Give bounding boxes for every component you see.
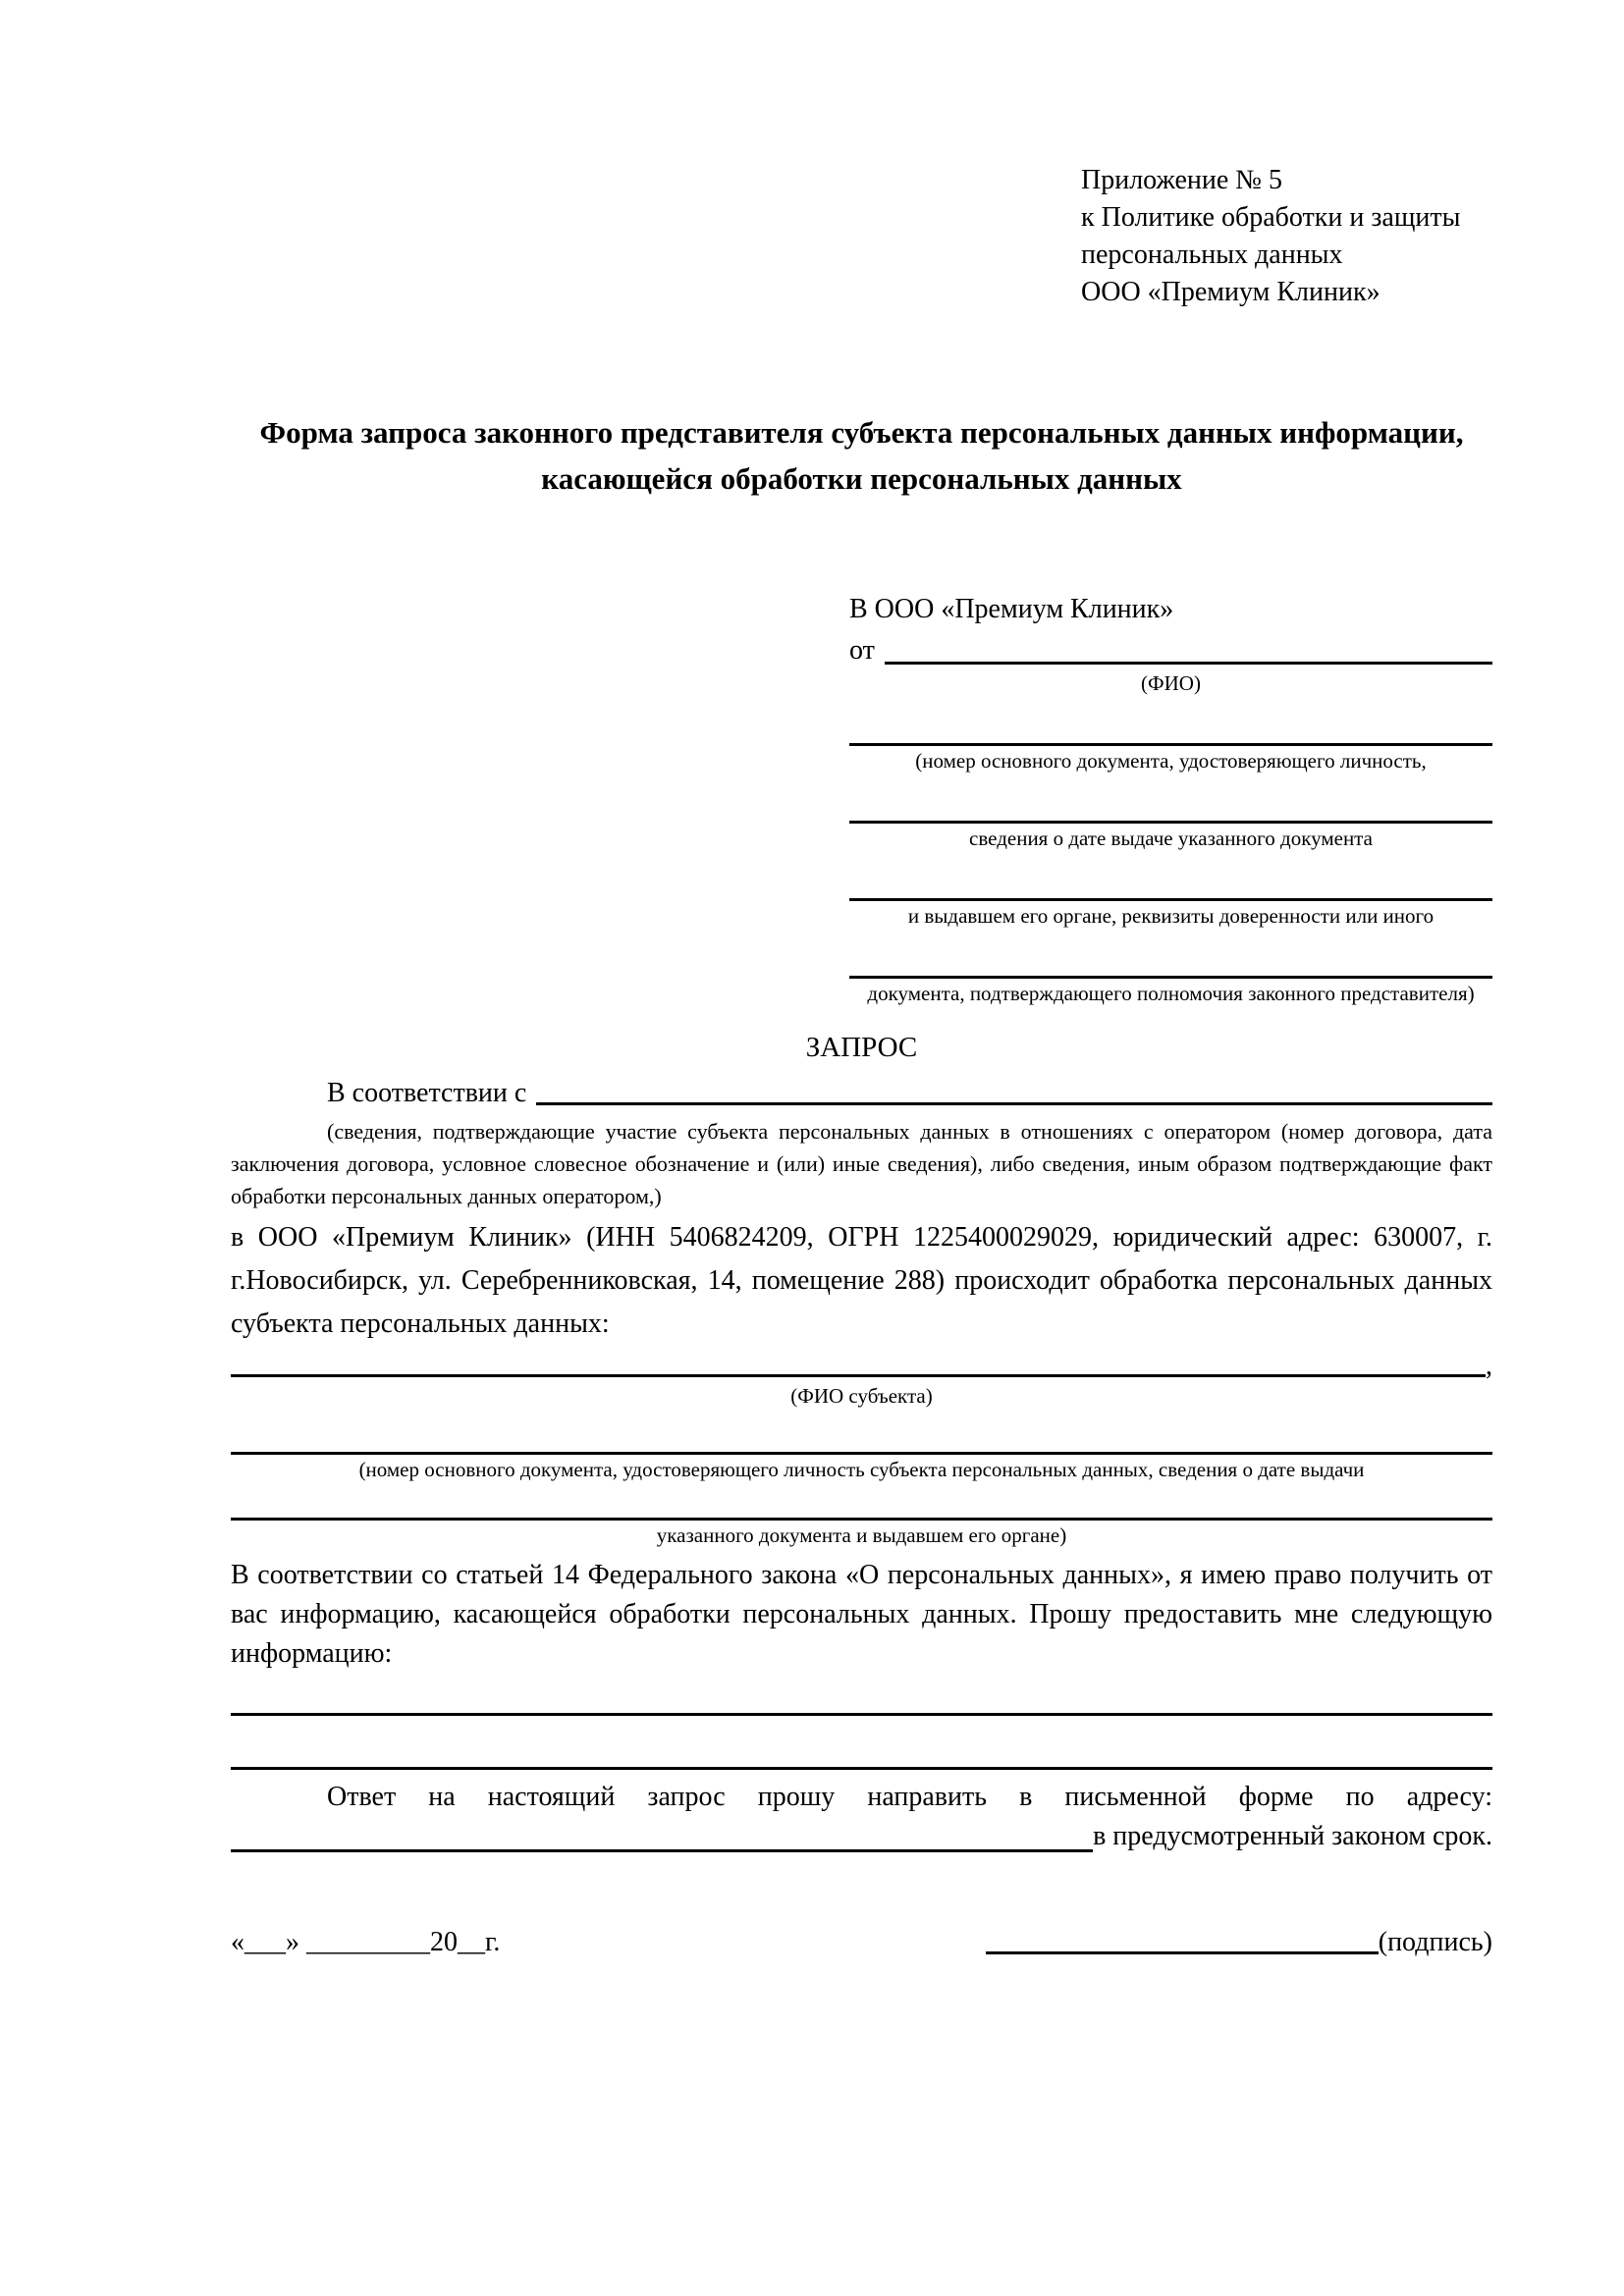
appendix-line: Приложение № 5 (1081, 165, 1282, 195)
information-fill-line-2 (231, 1767, 1492, 1770)
reply-address-row (231, 1817, 1492, 1856)
appendix-line: ООО «Премиум Клиник» (1081, 277, 1380, 307)
document-title: Форма запроса законного представителя субъекта персональных данных информации, касающейся обработки персональных данных (259, 415, 1464, 496)
subject-document-caption: (номер основного документа, удостоверяющего личность субъекта персональных данных, сведения о дате выдачи (358, 1458, 1365, 1481)
subject-fio-caption: (ФИО субъекта) (790, 1384, 933, 1408)
document-number-fill-line (849, 743, 1492, 746)
basis-fill-line (536, 1102, 1492, 1105)
authority-document-fill-line (849, 976, 1492, 979)
issuing-authority-fill-line (849, 898, 1492, 901)
reply-paragraph: Ответ на настоящий запрос прошу направить в письменной форме по адресу: (327, 1782, 1492, 1812)
issue-date-fill-line (849, 821, 1492, 824)
addressee-organization: В ООО «Премиум Клиник» (849, 594, 1174, 624)
document-number-caption: (номер основного документа, удостоверяющего личность, (915, 749, 1427, 773)
signature-group (986, 1927, 1492, 1958)
footer-row (231, 1927, 1492, 1958)
appendix-line: к Политике обработки и защиты (1081, 202, 1461, 233)
signature-caption: (подпись) (1378, 1927, 1492, 1957)
reply-address-fill-line (231, 1849, 1093, 1852)
from-label: от (849, 635, 875, 666)
subject-line-comma: , (1486, 1351, 1492, 1381)
information-fill-line-1 (231, 1713, 1492, 1716)
law-paragraph: В соответствии со статьей 14 Федерального закона «О персональных данных», я имею право получить от вас информацию, касающейся обработки персональных данных. Прошу предоставить мне следующую информацию: (231, 1560, 1492, 1669)
intro-row (231, 1078, 1492, 1109)
subject-document-fill-line-2 (231, 1518, 1492, 1521)
subject-document-caption-2: указанного документа и выдавшем его органе) (656, 1523, 1067, 1547)
request-heading: ЗАПРОС (805, 1032, 918, 1063)
appendix-block (1081, 162, 1492, 311)
subject-fio-fill-line (231, 1374, 1486, 1377)
reply-suffix: в предусмотренный законом срок. (1093, 1821, 1492, 1851)
intro-fineprint: (сведения, подтверждающие участие субъекта персональных данных в отношениях с оператором (номер договора, дата заключения договора, условное словесное обозначение и (или) иные сведения), либо сведения, иным образом подтверждающие факт обработки персональных данных оператором,) (231, 1119, 1492, 1208)
addressee-block (849, 592, 1492, 1006)
signature-fill-line (986, 1951, 1379, 1954)
intro-label: В соответствии с (327, 1078, 527, 1108)
authority-document-caption: документа, подтверждающего полномочия законного представителя) (867, 982, 1475, 1005)
issuing-authority-caption: и выдавшем его органе, реквизиты доверенности или иного (907, 904, 1435, 928)
appendix-line: персональных данных (1081, 240, 1343, 270)
from-row (849, 633, 1492, 668)
operator-paragraph: в ООО «Премиум Клиник» (ИНН 5406824209, ОГРН 1225400029029, юридический адрес: 630007, г. г.Новосибирск, ул. Серебренниковская, 14, помещение 288) происходит обработка персональных данных субъекта персональных данных: (231, 1222, 1492, 1339)
subject-document-fill-line (231, 1452, 1492, 1455)
issue-date-caption: сведения о дате выдаче указанного документа (969, 827, 1373, 850)
fio-caption: (ФИО) (1141, 671, 1201, 695)
subject-fio-row (231, 1352, 1492, 1381)
fio-fill-line (885, 662, 1492, 665)
date-placeholder: «___» _________20__г. (231, 1927, 501, 1957)
